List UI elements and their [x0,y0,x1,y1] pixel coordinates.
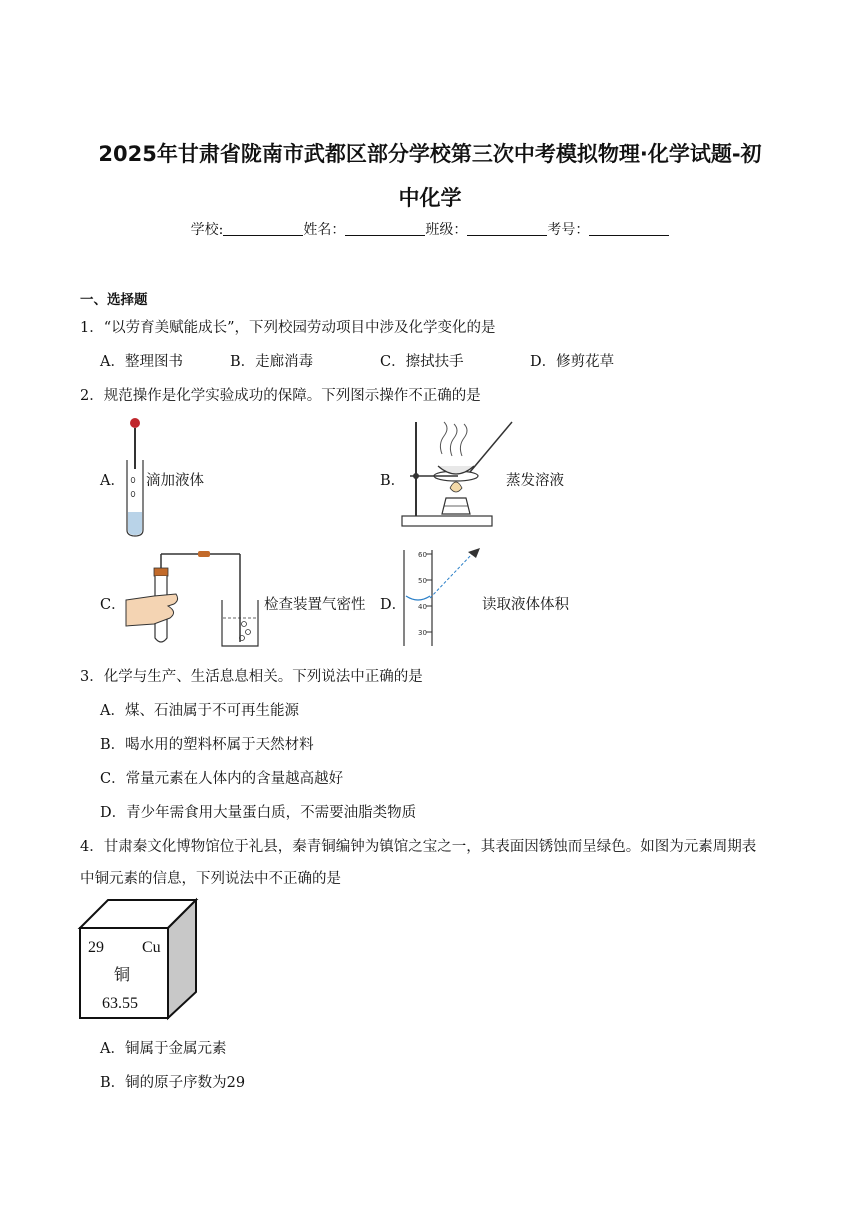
q2-option-a-caption: 滴加液体 [146,473,204,489]
page-title: 2025年甘肃省陇南市武都区部分学校第三次中考模拟物理·化学试题-初 [98,142,762,166]
element-atomic-mass: 63.55 [102,995,138,1012]
q1-option-b: B．走廊消毒 [230,354,314,370]
q2-option-c-letter: C． [100,597,126,613]
question-4-stem-line1: 4．甘肃秦文化博物馆位于礼县，秦青铜编钟为镇馆之宝之一，其表面因锈蚀而呈绿色。如图为元素周期表 [80,839,757,855]
q1-option-a: A．整理图书 [100,354,183,370]
element-atomic-number: 29 [88,939,104,956]
name-label: 姓名： [303,222,346,238]
q2-option-a-letter: A． [100,473,125,489]
q4-option-a: A．铜属于金属元素 [100,1041,227,1057]
name-blank[interactable] [345,221,425,236]
q1-option-d: D．修剪花草 [530,354,615,370]
scale-tick-50: 50 [418,577,427,585]
school-label: 学校: [190,222,224,238]
exam-no-label: 考号： [547,222,590,238]
class-label: 班级： [425,222,468,238]
q3-option-b: B．喝水用的塑料杯属于天然材料 [100,737,314,753]
question-3-stem: 3．化学与生产、生活息息相关。下列说法中正确的是 [80,669,423,685]
scale-tick-30: 30 [418,629,427,637]
q3-option-d: D．青少年需食用大量蛋白质，不需要油脂类物质 [100,805,417,821]
evaporation-apparatus-figure [400,414,520,532]
q2-option-d-letter: D． [380,597,407,613]
q2-option-c-caption: 检查装置气密性 [264,597,366,613]
section-heading: 一、选择题 [80,292,148,308]
q2-option-b-caption: 蒸发溶液 [506,473,564,489]
graduated-cylinder-reading-figure [400,546,490,650]
q1-option-c: C．擦拭扶手 [380,354,464,370]
airtightness-check-figure [124,546,264,650]
q3-option-a: A．煤、石油属于不可再生能源 [100,703,299,719]
class-blank[interactable] [467,221,547,236]
student-info-row [0,219,860,239]
copper-element-cube-figure [78,898,198,1022]
question-1-stem: 1．“以劳育美赋能成长”，下列校园劳动项目中涉及化学变化的是 [80,320,496,336]
q2-option-b-letter: B． [380,473,406,489]
q2-option-d-caption: 读取液体体积 [482,597,569,613]
element-name: 铜 [114,965,131,984]
element-symbol: Cu [142,939,161,956]
exam-no-blank[interactable] [589,221,669,236]
school-blank[interactable] [223,221,303,236]
question-4-stem-line2: 中铜元素的信息，下列说法中不正确的是 [80,871,341,887]
q3-option-c: C．常量元素在人体内的含量越高越好 [100,771,344,787]
page-title-line2: 中化学 [398,186,462,210]
scale-tick-60: 60 [418,551,427,559]
question-2-stem: 2．规范操作是化学实验成功的保障。下列图示操作不正确的是 [80,388,481,404]
scale-tick-40: 40 [418,603,427,611]
q4-option-b: B．铜的原子序数为29 [100,1075,246,1091]
